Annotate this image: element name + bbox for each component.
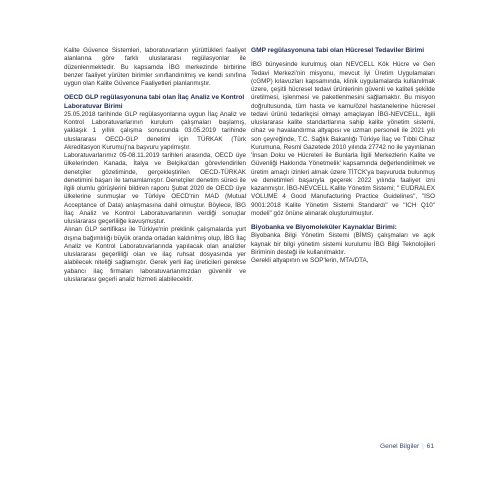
page-number: 61 xyxy=(426,443,434,450)
footer-separator: | xyxy=(422,443,424,450)
footer-section-label: Genel Bilgiler xyxy=(380,443,420,450)
right-column xyxy=(251,47,435,265)
biobank-paragraph-1: Biyobanka Bilgi Yönetim Sistemi (BİMS) çalışmaları ve açık kaynak bir bilgi yönetim sistemi kurulumu İBG Bilgi Teknolojileri Biriminin desteği ile kullanılmaktır. xyxy=(251,232,435,256)
page-footer xyxy=(330,443,434,450)
left-column xyxy=(64,47,246,284)
intro-paragraph: Kalite Güvence Sistemleri, laboratuvarların yürüttükleri faaliyet alanlarına göre farklı uluslararası regülasyonlar ile düzenlenmektedir. Bu kapsamda İBG merkezinde birbirine benzer faaliyet yürüten birimler sınıflandırılmış ve kendi sınıfına uygun olan Kalite Güvence Faaliyetleri planlanmıştır. xyxy=(64,47,246,87)
biobank-paragraph-2: Gerekli altyapının ve SOP'lerin, MTA/DTA, xyxy=(251,257,369,264)
gmp-paragraph: İBG bünyesinde kurulmuş olan NEVCELL Kök Hücre ve Gen Tedavi Merkezi'nin misyonu, mevcut İyi Üretim Uygulamaları (cGMP) kılavuzları kapsamında, klinik uygulamalarda kullanılmak üzere, çeşitli hücresel tedavi ürünlerinin güvenli ve kaliteli şekilde üretilmesi, işlenmesi ve paketlenmesini sağlamaktır. Bu misyon doğrultusunda, tüm hasta ve kamu/özel hastanelerine hücresel tedavi ürünü tedarikçisi olmayı amaçlayan İBG-NEVCELL, ilgili uluslararası kalite standartlarına sahip kalite yönetim sistemi, cihaz ve havalandırma altyapısı ve uzman personeli ile 2021 yılı son çeyreğinde, T.C. Sağlık Bakanlığı Türkiye İlaç ve Tıbbi Cihaz Kurumuna, Resmi Gazetede 2010 yılında 27742 no ile yayınlanan 'İnsan Doku ve Hücreleri ile Bunlarla İlgili Merkezlerin Kalite ve Güvenliği Hakkında Yönetmelik' kapsamında değerlendirilmek ve üretim amaçlı izinleri almak üzere TİTCK'ya başvuruda bulunmuş ve denetimleri başarıyla geçerek 2022 yılında faaliyet izni kazanmıştır. İBG-NEVCELL Kalite Yönetim Sistemi; " EUDRALEX VOLUME 4 Good Manufacturing Practice Guidelines", "ISO 9001:2018 Kalite Yönetim Sistemi Standardı" ve "ICH Q10" modeli" göz önüne alınarak oluşturulmuştur. xyxy=(251,61,435,217)
glp-paragraph-2: Laboratuvarlarımız 05-08.11.2019 tarihleri arasında, OECD üye ülkelerinden Kanada, İtalya ve Belçika'dan görevlendirilen denetçiler gözetiminde, gerçekleştirilen OECD-TÜRKAK denetimini başarı ile tamamlamıştır. Denetçiler denetim süreci ile ilgili olumlu görüşlerini bildiren raporu Şubat 2020 de OECD üye ülkelerine sunmuşlar ve Türkiye OECD'nin MAD (Mutual Acceptance of Data) anlaşmasına dahil olmuştur. Böylece, İBG İlaç Analiz ve Kontrol Laboratuvarlarının verdiği sonuçlar uluslararası geçerliliğe kavuşmuştur. xyxy=(64,152,246,225)
glp-paragraph-1: 25.05.2018 tarihinde GLP regülasyonlarına uygun İlaç Analiz ve Kontrol Laboratuvarlarının kurulum çalışmaları başlamış, yaklaşık 1 yıllık çalışma sonucunda 03.05.2019 tarihinde uluslararası OECD-GLP denetimi için TÜRKAK (Türk Akreditasyon Kurumu)'na başvuru yapılmıştır. xyxy=(64,110,246,151)
section-heading-gmp: GMP regülasyonuna tabi olan Hücresel Tedaviler Birimi xyxy=(251,47,425,54)
section-heading-biobank: Biyobanka ve Biyomoleküler Kaynaklar Birimi: xyxy=(251,224,397,231)
glp-paragraph-3: Alınan GLP sertifikası ile Türkiye'nin preklinik çalışmalarda yurt dışına bağımlılığı büyük oranda ortadan kaldırılmış olup, İBG İlaç Analiz ve Kontrol Laboratuvarlarında yapılacak olan analizler uluslararası geçerliliği olan ve ilaç ruhsat dosyasında yer alabilecek niteliği sağlamıştır. Gerek yerli ilaç üreticileri gerekse yabancı ilaç firmaları laboratuvarlarımızdan güvenilir ve uluslararası geçerli analiz hizmeti alabilecektir. xyxy=(64,226,246,283)
section-heading-glp: OECD GLP regülasyonuna tabi olan İlaç Analiz ve Kontrol Laboratuvar Birimi xyxy=(64,94,245,110)
